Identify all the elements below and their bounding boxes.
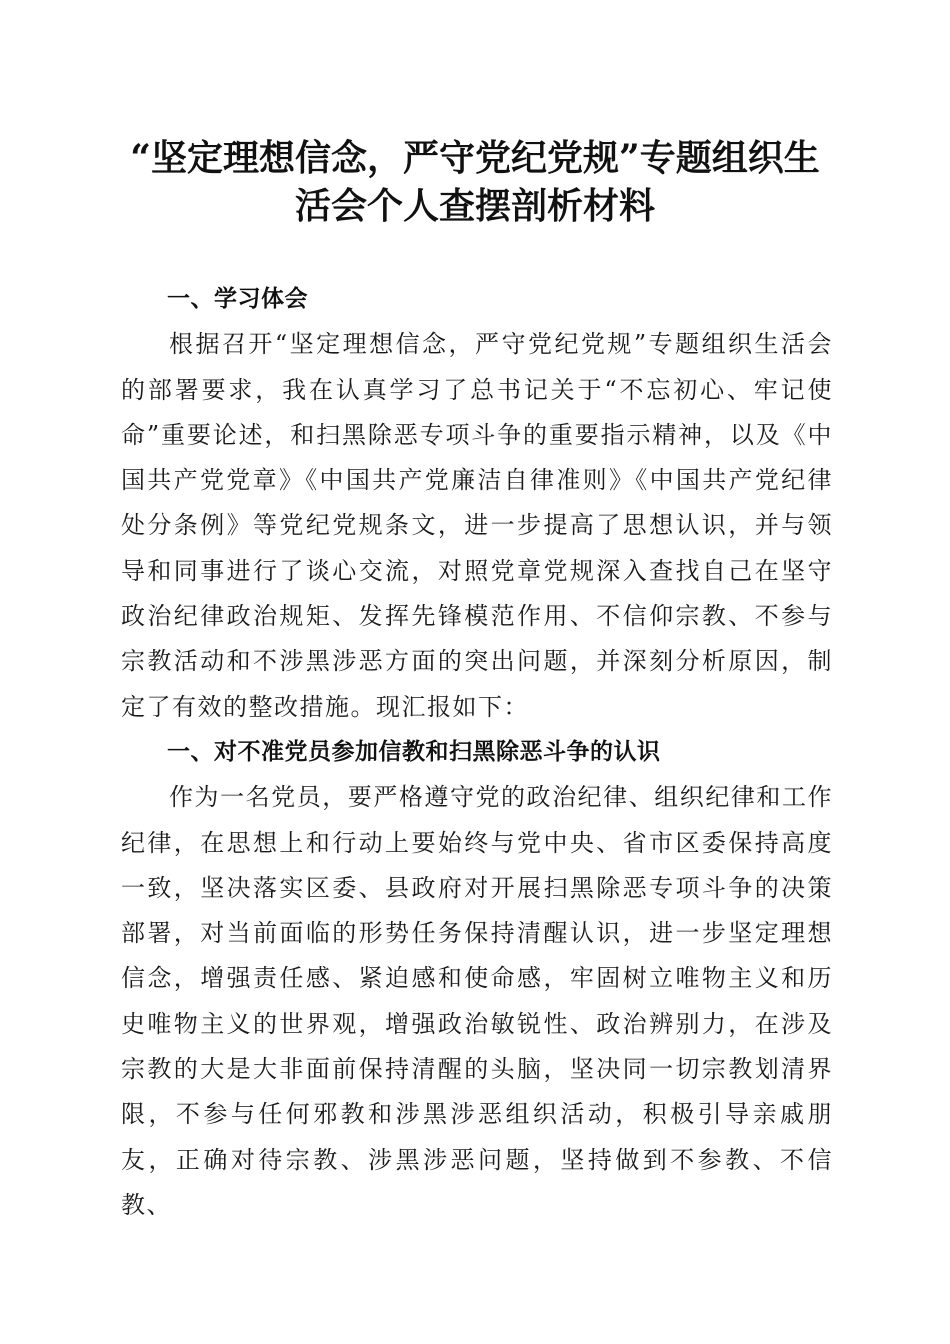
document-title-line-2: 活会个人查摆剖析材料: [294, 185, 655, 227]
document-body: [121, 277, 833, 1228]
document-title-line-1: “坚定理想信念，严守党纪党规”专题组织生: [130, 137, 820, 179]
paragraph-understanding: 作为一名党员，要严格遵守党的政治纪律、组织纪律和工作纪律，在思想上和行动上要始终与党中央、省市区委保持高度一致，坚决落实区委、县政府对开展扫黑除恶专项斗争的决策部署，对当前面临的形势任务保持清醒认识，进一步坚定理想信念，增强责任感、紧迫感和使命感，牢固树立唯物主义和历史唯物主义的世界观，增强政治敏锐性、政治辨别力，在涉及宗教的大是大非面前保持清醒的头脑，坚决同一切宗教划清界限，不参与任何邪教和涉黑涉恶组织活动，积极引导亲戚朋友，正确对待宗教、涉黑涉恶问题，坚持做到不参教、不信教、: [121, 783, 833, 1219]
section-heading-study: 一、学习体会: [167, 286, 308, 312]
paragraph-study: 根据召开“坚定理想信念，严守党纪党规”专题组织生活会的部署要求，我在认真学习了总书记关于“不忘初心、牢记使命”重要论述，和扫黑除恶专项斗争的重要指示精神，以及《中国共产党党章》《中国共产党廉洁自律准则》《中国共产党纪律处分条例》等党纪党规条文，进一步提高了思想认识，并与领导和同事进行了谈心交流，对照党章党规深入查找自己在坚守政治纪律政治规矩、发挥先锋模范作用、不信仰宗教、不参与宗教活动和不涉黑涉恶方面的突出问题，并深刻分析原因，制定了有效的整改措施。现汇报如下：: [121, 330, 833, 721]
section-heading-understanding: 一、对不准党员参加信教和扫黑除恶斗争的认识: [167, 738, 661, 765]
